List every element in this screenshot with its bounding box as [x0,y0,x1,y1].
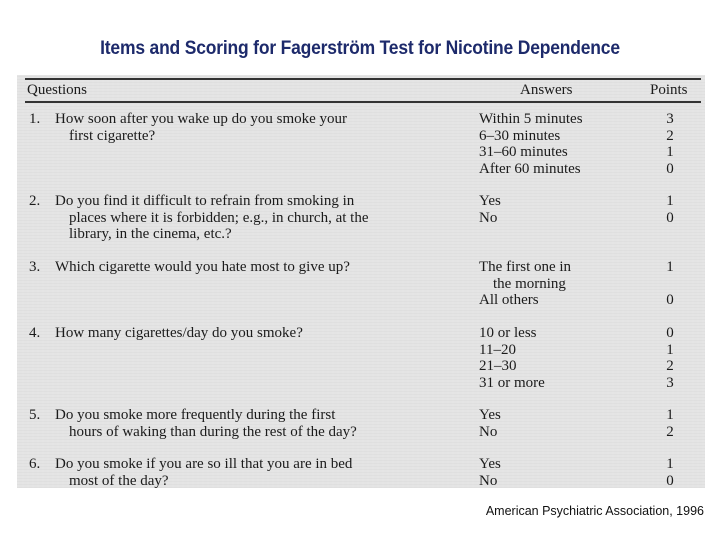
answer-option: 31 or more [479,374,545,391]
answer-option: 6–30 minutes [479,127,561,144]
answer-option: 21–30 [479,358,517,374]
answer-list [479,111,649,177]
points-value: 3 [666,374,674,391]
table-top-rule [25,78,701,80]
header-rule [25,101,701,103]
question-text [55,111,455,144]
points-list [663,111,677,177]
item-number: 1. [29,111,41,127]
answer-option: 10 or less [479,325,537,341]
points-value: 1 [666,341,674,358]
question-line: first cigarette? [69,127,156,144]
answer-list [479,259,649,309]
points-value: 1 [666,193,674,209]
answer-option: 31–60 minutes [479,144,568,160]
question-text [55,407,455,440]
points-value: 0 [666,472,674,488]
points-list [663,325,677,391]
points-value: 2 [666,423,674,440]
points-value: 0 [666,160,674,177]
points-list [663,259,677,309]
item-number: 5. [29,407,41,423]
answer-option: Yes [479,193,501,209]
source-credit: American Psychiatric Association, 1996 [485,504,704,518]
question-line: library, in the cinema, etc.? [69,226,232,242]
slide-title: Items and Scoring for Fagerström Test for Nicotine Dependence [100,38,620,59]
question-line: most of the day? [69,472,169,488]
question-text [55,325,455,342]
item-number: 3. [29,259,41,275]
question-line: How many cigarettes/day do you smoke? [55,325,303,341]
question-line: hours of waking than during the rest of the day? [69,423,357,440]
question-text [55,456,455,488]
points-list [663,193,677,226]
points-value: 2 [666,127,674,144]
points-value: 1 [666,144,674,160]
points-value: 1 [666,407,674,423]
answer-option: No [479,472,498,488]
scanned-table [17,75,705,488]
question-text [55,193,455,243]
points-value: 1 [666,259,674,275]
points-list [663,407,677,440]
points-value: 0 [666,292,674,308]
points-list [663,456,677,488]
question-line: Do you smoke if you are so ill that you are in bed [55,456,353,472]
question-line: Do you find it difficult to refrain from smoking in [55,193,355,209]
answer-option: Yes [479,456,501,472]
item-number: 4. [29,325,41,341]
answer-option: All others [479,292,539,308]
answer-option: Within 5 minutes [479,111,583,127]
points-value: 1 [666,456,674,472]
answer-option: 11–20 [479,341,516,358]
answer-list [479,325,649,391]
points-value: 2 [666,358,674,374]
answer-option-continued: the morning [493,275,566,292]
points-value: 3 [666,111,674,127]
item-number: 6. [29,456,41,472]
question-line: places where it is forbidden; e.g., in church, at the [69,209,369,226]
points-value: 0 [666,209,674,226]
answer-list [479,456,649,488]
header-points: Points [650,82,688,98]
answer-option: Yes [479,407,501,423]
item-number: 2. [29,193,41,209]
answer-option: After 60 minutes [479,160,581,177]
question-line: Which cigarette would you hate most to give up? [55,259,350,275]
answer-option: No [479,209,498,226]
answer-list [479,407,649,440]
header-answers: Answers [520,82,573,98]
answer-option: No [479,423,498,440]
question-text [55,259,455,276]
question-line: How soon after you wake up do you smoke your [55,111,348,127]
header-questions: Questions [27,82,87,98]
answer-option: The first one in [479,259,572,275]
points-value: 0 [666,325,674,341]
answer-list [479,193,649,226]
question-line: Do you smoke more frequently during the first [55,407,336,423]
